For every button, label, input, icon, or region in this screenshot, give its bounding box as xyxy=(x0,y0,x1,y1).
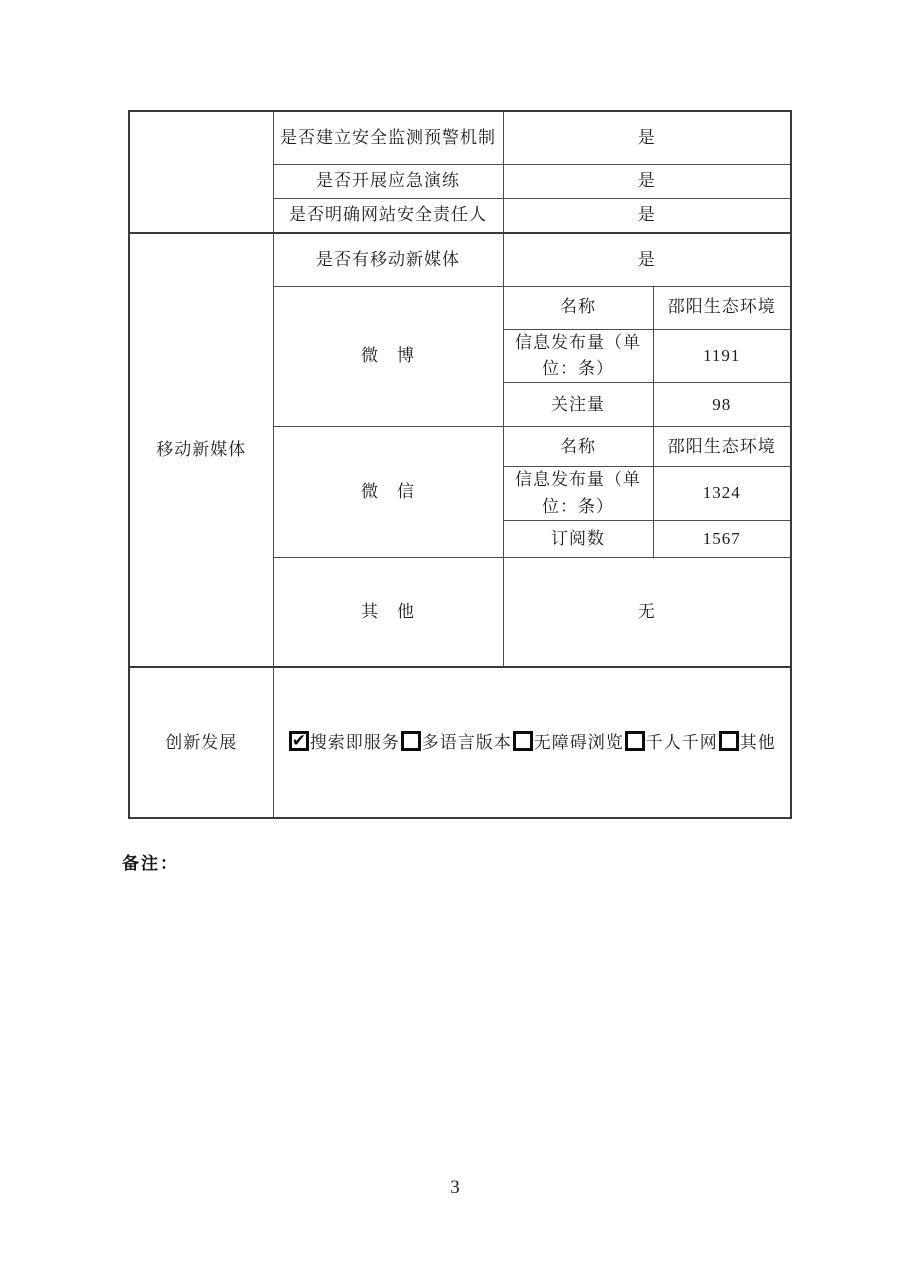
page-number: 3 xyxy=(450,1177,460,1198)
option-search-as-service xyxy=(288,733,400,752)
checkbox-unchecked-icon[interactable] xyxy=(401,731,421,751)
section-header-empty-cell xyxy=(129,111,273,233)
weibo-posts-value: 1191 xyxy=(653,329,791,383)
weibo-name-label: 名称 xyxy=(503,286,653,329)
weibo-label: 微 博 xyxy=(273,286,503,427)
checkbox-checked-icon[interactable] xyxy=(289,731,309,751)
has-mobile-media-value: 是 xyxy=(503,233,791,286)
weibo-name-value: 邵阳生态环境 xyxy=(653,286,791,329)
weibo-posts-label: 信息发布量（单位：条） xyxy=(503,329,653,383)
option-label: 搜索即服务 xyxy=(309,732,400,752)
checkbox-unchecked-icon[interactable] xyxy=(719,731,739,751)
emergency-drill-value: 是 xyxy=(503,164,791,198)
annual-report-table xyxy=(128,110,792,819)
checkbox-unchecked-icon[interactable] xyxy=(625,731,645,751)
option-label: 无障碍浏览 xyxy=(533,732,624,752)
remark-label: 备注： xyxy=(122,854,179,873)
wechat-posts-label: 信息发布量（单位：条） xyxy=(503,467,653,521)
table-row xyxy=(129,111,791,164)
table-row xyxy=(129,667,791,818)
weibo-followers-value: 98 xyxy=(653,383,791,427)
other-media-label: 其 他 xyxy=(273,557,503,667)
wechat-subscribers-label: 订阅数 xyxy=(503,520,653,557)
table-row xyxy=(129,233,791,286)
wechat-name-value: 邵阳生态环境 xyxy=(653,427,791,467)
wechat-subscribers-value: 1567 xyxy=(653,520,791,557)
option-personalized xyxy=(624,733,718,752)
option-label: 其他 xyxy=(739,732,776,752)
wechat-name-label: 名称 xyxy=(503,427,653,467)
option-multilingual xyxy=(400,733,512,752)
option-label: 千人千网 xyxy=(645,732,718,752)
security-responsible-value: 是 xyxy=(503,198,791,233)
security-monitor-label: 是否建立安全监测预警机制 xyxy=(273,111,503,164)
security-monitor-value: 是 xyxy=(503,111,791,164)
option-accessibility xyxy=(512,733,624,752)
wechat-label: 微 信 xyxy=(273,427,503,558)
security-responsible-label: 是否明确网站安全责任人 xyxy=(273,198,503,233)
innovation-section-header: 创新发展 xyxy=(129,667,273,818)
innovation-options-cell xyxy=(273,667,791,818)
emergency-drill-label: 是否开展应急演练 xyxy=(273,164,503,198)
option-label: 多语言版本 xyxy=(421,732,512,752)
other-media-value: 无 xyxy=(503,557,791,667)
mobile-media-section-header: 移动新媒体 xyxy=(129,233,273,667)
checkbox-unchecked-icon[interactable] xyxy=(513,731,533,751)
option-other xyxy=(718,733,776,752)
weibo-followers-label: 关注量 xyxy=(503,383,653,427)
has-mobile-media-label: 是否有移动新媒体 xyxy=(273,233,503,286)
wechat-posts-value: 1324 xyxy=(653,467,791,521)
